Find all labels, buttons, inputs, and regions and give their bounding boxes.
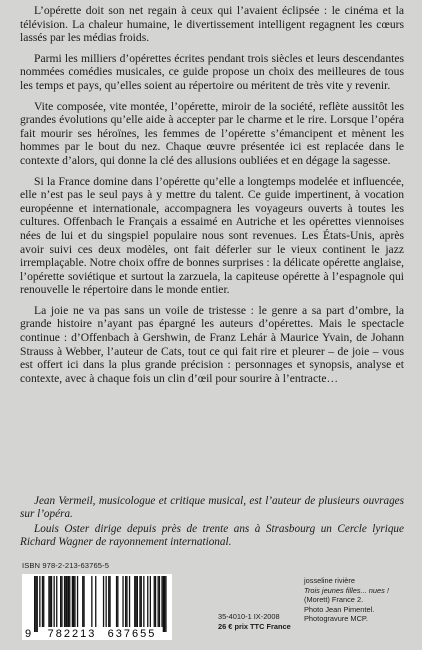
barcode-bar <box>122 576 123 627</box>
barcode-bar <box>154 576 155 627</box>
production-codes: 35-4010-1 IX-2008 <box>218 612 280 621</box>
barcode-bar <box>83 576 84 627</box>
credit-line: Photogravure MCP. <box>304 614 368 623</box>
barcode-bar <box>141 576 142 627</box>
barcode-bar <box>135 576 136 627</box>
barcode-right-digits: 637655 <box>107 628 157 640</box>
author-bio: Louis Oster dirige depuis près de trente ans à Strasbourg un Cercle lyrique Richard Wagner de rayonnement international. <box>20 522 404 549</box>
production-info <box>218 612 291 631</box>
barcode-bar <box>158 576 159 627</box>
blurb-paragraph: La joie ne va pas sans un voile de tristesse : le genre a sa part d’ombre, la grande histoire n’ayant pas épargné les auteurs d’opérettes. Mais le spectacle continue : d’Offenbach à Gershwin, de Franz Lehár à Maurice Yvain, de Johann Strauss à Webber, l’auteur de Cats, tout ce qui fait rire et pleurer – de joie – vous est offert ici dans la plus grande précision : personnages et synopsis, analyse et contexte, avec à chaque fois un clin d’œil pour sourire à l’entracte… <box>20 303 404 385</box>
barcode-bar <box>60 576 61 627</box>
credit-designer: josseline rivière <box>304 576 355 585</box>
barcode-bar <box>126 576 127 627</box>
author-bios <box>20 495 404 551</box>
barcode-bar <box>64 576 65 627</box>
barcode-bar <box>54 576 55 627</box>
barcode-bar <box>137 576 138 627</box>
barcode-bar <box>139 576 140 627</box>
barcode-bar <box>67 576 68 627</box>
barcode-bar <box>48 576 49 627</box>
barcode-bar <box>108 576 109 627</box>
barcode-bar <box>129 576 130 627</box>
credit-line: (Morett) France 2. <box>304 595 364 604</box>
barcode-bar <box>163 576 164 632</box>
credit-line: Photo Jean Pimentel. <box>304 604 375 614</box>
barcode-bar <box>95 576 96 627</box>
barcode-bar <box>51 576 52 627</box>
barcode-bar <box>34 576 35 632</box>
author-bio: Jean Vermeil, musicologue et critique musical, est l’auteur de plusieurs ouvrages sur l’opéra. <box>20 495 404 521</box>
barcode-bar <box>39 576 40 627</box>
blurb-paragraph: Parmi les milliers d’opérettes écrites pendant trois siècles et leurs descendantes nommées comédies musicales, ce guide propose un choix des meilleures de tous les temps et pays, qu’elles soient au répertoire ou méritent de très vite y revenir. <box>20 51 404 92</box>
barcode-bar <box>82 576 83 627</box>
barcode-bar <box>91 576 92 627</box>
barcode-bar <box>43 576 44 627</box>
blurb-paragraph: Vite composée, vite montée, l’opérette, miroir de la société, reflète aussitôt les grandes évolutions qu’elle aide à accepter par le charme et le rire. Lorsque l’opéra fait mourir ses héroïnes, les femmes de l’opérette s’émancipent et mènent les hommes par le bout du nez. Chaque œuvre présentée ici est replacée dans le contexte d’alors, qui donne la clé des allusions oubliées et en dégage la sagesse. <box>20 99 404 167</box>
barcode-bar <box>77 576 78 627</box>
barcode-graphic <box>22 574 172 640</box>
barcode-bar <box>69 576 70 627</box>
barcode-bar <box>161 576 162 627</box>
barcode-bar <box>134 576 135 627</box>
barcode-bar <box>68 576 69 627</box>
barcode-bar <box>159 576 160 627</box>
barcode-bar <box>155 576 156 627</box>
barcode-bar <box>42 576 43 627</box>
blurb-text <box>20 4 404 392</box>
barcode-bar <box>37 576 38 632</box>
barcode-first-digit: 9 <box>25 628 32 640</box>
barcode-bar <box>61 576 62 627</box>
barcode-bar <box>143 576 144 627</box>
barcode <box>22 574 172 640</box>
barcode-bar <box>65 576 66 627</box>
barcode-bar <box>164 576 165 632</box>
blurb-paragraph: Si la France domine dans l’opérette qu’elle a longtemps modelée et influencée, elle n’est pas le seul pays à y mettre du talent. Ce guide impertinent, à vocation européenne et internationale, accompagnera les voyageurs ouverts à toutes les cultures. Offenbach le Français a essaimé en Autriche et les opérettes viennoises nées de lui et du singspiel populaire nous sont revenues. Les États-Unis, après avoir suivi ces deux modèles, ont fait déferler sur le vieux continent le jazz irremplaçable. Notre choix offre de bonnes surprises : la délicate opérette anglaise, l’opérette soviétique et surtout la zarzuela, la capiteuse opérette à l’espagnole qui renouvelle le répertoire dans le monde entier. <box>20 174 404 297</box>
credit-title: Trois jeunes filles... nues ! <box>304 585 389 595</box>
barcode-bar <box>147 576 148 627</box>
barcode-bar <box>116 576 117 627</box>
barcode-bar <box>73 576 74 627</box>
barcode-bar <box>106 576 107 627</box>
barcode-bar <box>125 576 126 627</box>
barcode-bar <box>56 576 57 627</box>
blurb-paragraph: L’opérette doit son net regain à ceux qui l’avaient éclipsée : le cinéma et la télévision. La chaleur humaine, le divertissement intelligent regagnent les cœurs lassés par les médias froids. <box>20 4 404 45</box>
barcode-left-digits: 782213 <box>47 628 97 640</box>
barcode-bar <box>117 576 118 627</box>
barcode-bar <box>150 576 151 627</box>
barcode-bar <box>109 576 110 627</box>
barcode-bar <box>165 576 166 632</box>
barcode-bar <box>35 576 36 632</box>
isbn-label: ISBN 978-2-213-63765-5 <box>22 561 110 570</box>
barcode-bar <box>72 576 73 627</box>
barcode-bar <box>50 576 51 627</box>
price-label: 26 € prix TTC France <box>218 621 291 631</box>
barcode-bar <box>103 576 104 627</box>
photo-credits <box>304 576 416 624</box>
barcode-bar <box>74 576 75 627</box>
